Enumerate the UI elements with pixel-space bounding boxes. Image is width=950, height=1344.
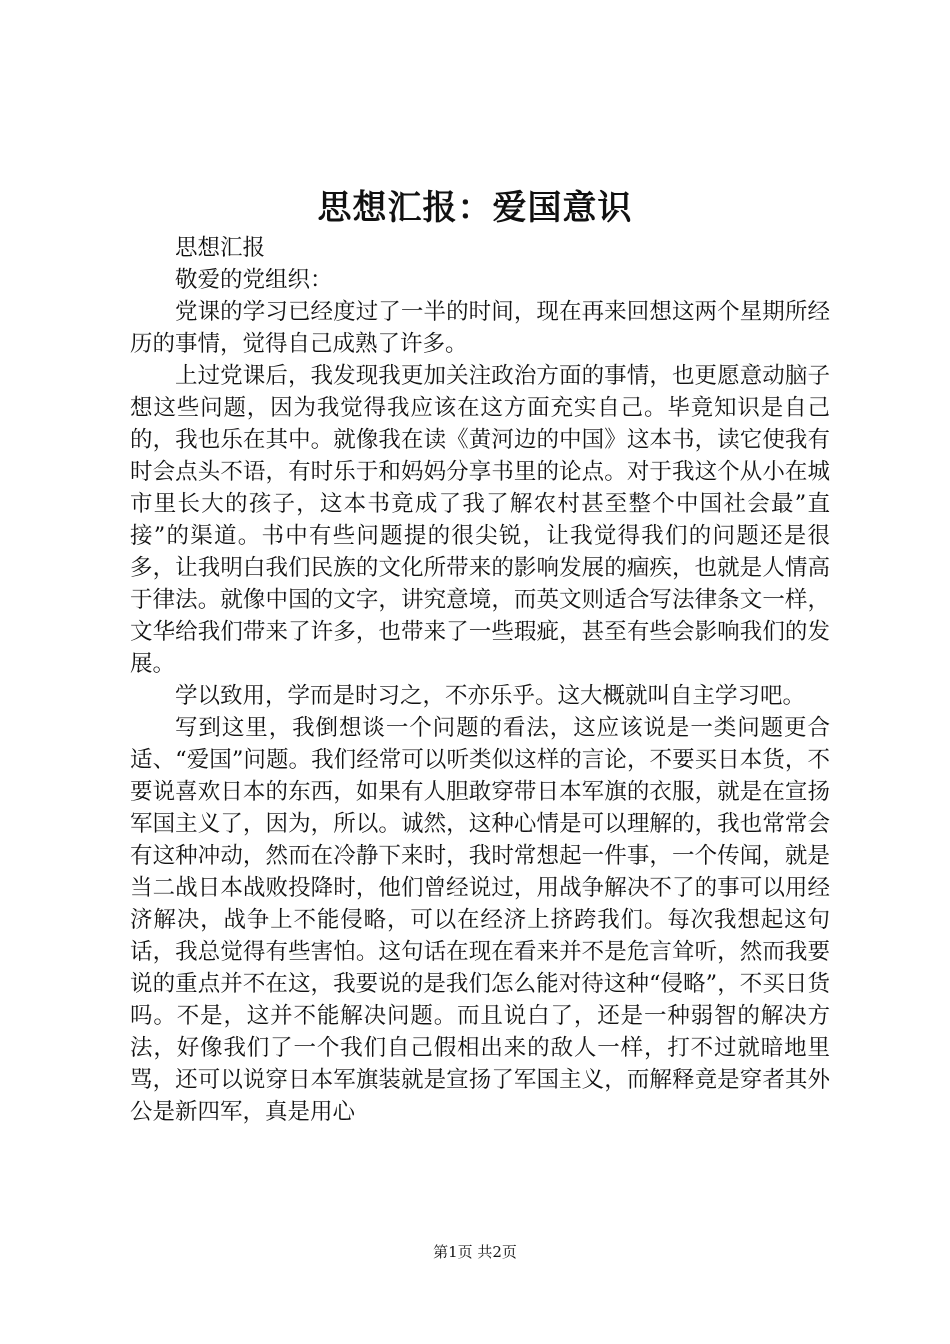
- paragraph: 党课的学习已经度过了一半的时间，现在再来回想这两个星期所经历的事情，觉得自己成熟了许多。: [130, 299, 830, 357]
- document-title: 思想汇报：爱国意识: [317, 188, 633, 228]
- paragraph-salutation: 敬爱的党组织：: [175, 267, 333, 293]
- paragraph: 上过党课后，我发现我更加关注政治方面的事情，也更愿意动脑子想这些问题，因为我觉得我应该在这方面充实自己。毕竟知识是自己的，我也乐在其中。就像我在读《黄河边的中国》这本书，读它使我有时会点头不语，有时乐于和妈妈分享书里的论点。对于我这个从小在城市里长大的孩子，这本书竟成了我了解农村甚至整个中国社会最”直接”的渠道。书中有些问题提的很尖锐，让我觉得我们的问题还是很多，让我明白我们民族的文化所带来的影响发展的痼疾，也就是人情高于律法。就像中国的文字，讲究意境，而英文则适合写法律条文一样，文华给我们带来了许多，也带来了一些瑕疵，甚至有些会影响我们的发展。: [130, 363, 830, 677]
- paragraph-heading: 思想汇报: [175, 235, 266, 261]
- document-body: [130, 232, 830, 1128]
- paragraph: 写到这里，我倒想谈一个问题的看法，这应该说是一类问题更合适、“爱国”问题。我们经常可以听类似这样的言论，不要买日本货，不要说喜欢日本的东西，如果有人胆敢穿带日本军旗的衣服，就是在宣扬军国主义了，因为，所以。诚然，这种心情是可以理解的，我也常常会有这种冲动，然而在冷静下来时，我时常想起一件事，一个传闻，就是当二战日本战败投降时，他们曾经说过，用战争解决不了的事可以用经济解决，战争上不能侵略，可以在经济上挤跨我们。每次我想起这句话，我总觉得有些害怕。这句话在现在看来并不是危言耸听，然而我要说的重点并不在这，我要说的是我们怎么能对待这种“侵略”，不买日货吗。不是，这并不能解决问题。而且说白了，还是一种弱智的解决方法，好像我们了一个我们自己假相出来的敌人一样，打不过就暗地里骂，还可以说穿日本军旗装就是宣扬了军国主义，而解释竟是穿者其外公是新四军，真是用心: [130, 715, 830, 1125]
- paragraph: 学以致用，学而是时习之，不亦乐乎。这大概就叫自主学习吧。: [175, 683, 806, 709]
- page-footer: 第1页 共2页: [433, 1243, 517, 1261]
